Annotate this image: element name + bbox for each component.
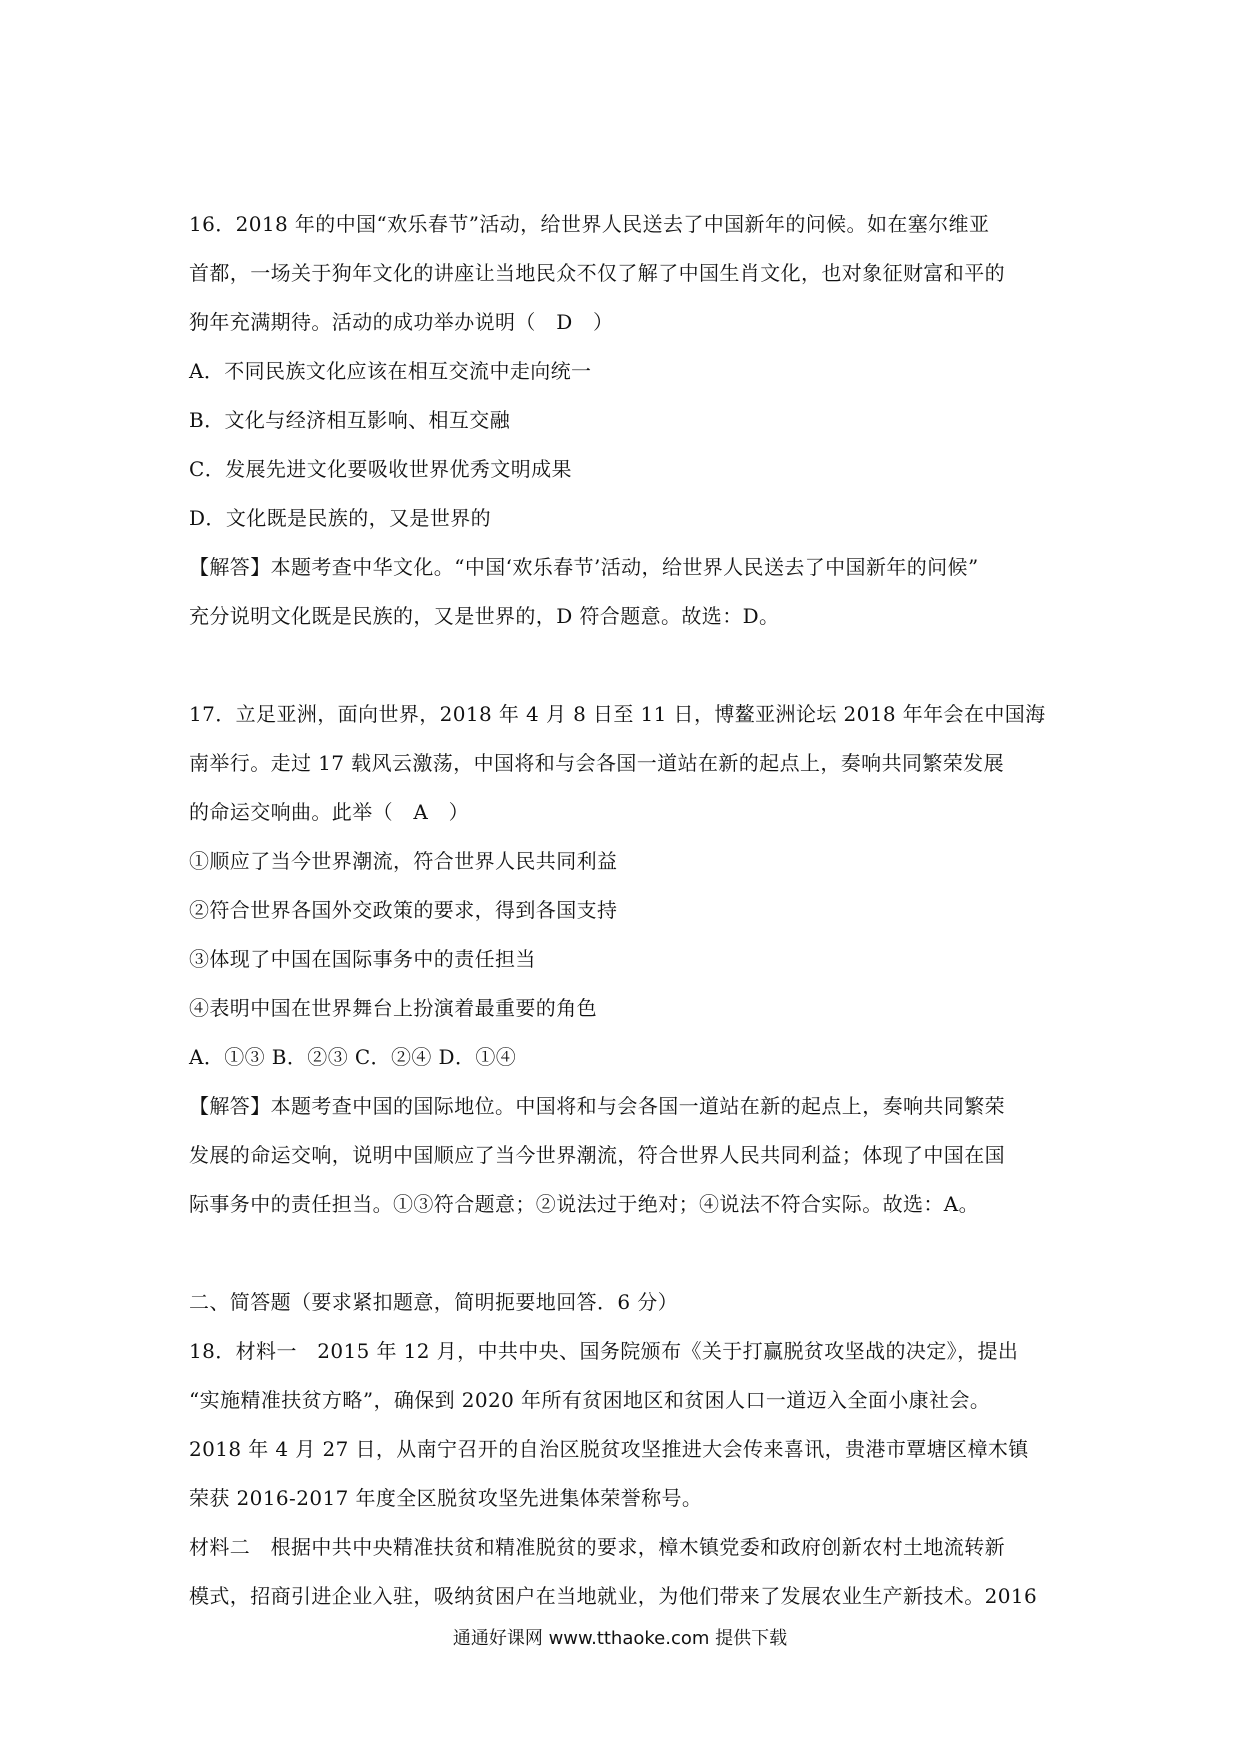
question-18-line: 荣获 2016-2017 年度全区脱贫攻坚先进集体荣誉称号。 <box>189 1486 703 1510</box>
spacer <box>189 641 1059 690</box>
question-18-line: 材料二 根据中共中央精准扶贫和精准脱贫的要求，樟木镇党委和政府创新农村土地流转新 <box>189 1535 1005 1559</box>
question-18-line: “实施精准扶贫方略”，确保到 2020 年所有贫困地区和贫困人口一道迈入全面小康社会。 <box>189 1388 991 1412</box>
document-body <box>189 200 1059 1621</box>
question-16 <box>189 200 1059 641</box>
question-17-item-2: ②符合世界各国外交政策的要求，得到各国支持 <box>189 898 618 922</box>
question-17-options: A．①③ B．②③ C．②④ D．①④ <box>189 1045 517 1069</box>
question-17-stem-line: 的命运交响曲。此举（ A ） <box>189 800 470 824</box>
question-18-line: 18．材料一 2015 年 12 月，中共中央、国务院颁布《关于打赢脱贫攻坚战的决定》，提出 <box>189 1339 1019 1363</box>
question-16-stem-line: 首都，一场关于狗年文化的讲座让当地民众不仅了解了中国生肖文化，也对象征财富和平的 <box>189 261 1005 285</box>
question-16-answer-line: 【解答】本题考查中华文化。“中国‘欢乐春节’活动，给世界人民送去了中国新年的问候” <box>189 555 979 579</box>
question-18 <box>189 1327 1059 1621</box>
question-16-option-a: A．不同民族文化应该在相互交流中走向统一 <box>189 359 592 383</box>
question-17-answer-line: 【解答】本题考查中国的国际地位。中国将和与会各国一道站在新的起点上，奏响共同繁荣 <box>189 1094 1005 1118</box>
question-17-answer-line: 际事务中的责任担当。①③符合题意；②说法过于绝对；④说法不符合实际。故选：A。 <box>189 1192 980 1216</box>
page-footer: 通通好课网 www.tthaoke.com 提供下载 <box>452 1628 788 1649</box>
spacer <box>189 1229 1059 1278</box>
section-heading: 二、简答题（要求紧扣题意，简明扼要地回答．6 分） <box>189 1290 679 1314</box>
question-16-answer-line: 充分说明文化既是民族的，又是世界的，D 符合题意。故选：D。 <box>189 604 780 628</box>
question-16-option-c: C．发展先进文化要吸收世界优秀文明成果 <box>189 457 572 481</box>
question-17-answer-line: 发展的命运交响，说明中国顺应了当今世界潮流，符合世界人民共同利益；体现了中国在国 <box>189 1143 1005 1167</box>
question-17-item-4: ④表明中国在世界舞台上扮演着最重要的角色 <box>189 996 597 1020</box>
question-16-stem-line: 16．2018 年的中国“欢乐春节”活动，给世界人民送去了中国新年的问候。如在塞尔维亚 <box>189 212 990 236</box>
question-18-line: 模式，招商引进企业入驻，吸纳贫困户在当地就业，为他们带来了发展农业生产新技术。2016 <box>189 1584 1038 1608</box>
question-17-stem-line: 17．立足亚洲，面向世界，2018 年 4 月 8 日至 11 日，博鳌亚洲论坛 2018 年年会在中国海 <box>189 702 1046 726</box>
question-16-stem-line: 狗年充满期待。活动的成功举办说明（ D ） <box>189 310 614 334</box>
question-17 <box>189 690 1059 1229</box>
question-17-stem-line: 南举行。走过 17 载风云激荡，中国将和与会各国一道站在新的起点上，奏响共同繁荣发展 <box>189 751 1004 775</box>
question-17-item-1: ①顺应了当今世界潮流，符合世界人民共同利益 <box>189 849 618 873</box>
question-16-option-b: B．文化与经济相互影响、相互交融 <box>189 408 511 432</box>
question-17-item-3: ③体现了中国在国际事务中的责任担当 <box>189 947 536 971</box>
question-16-option-d: D．文化既是民族的，又是世界的 <box>189 506 492 530</box>
question-18-line: 2018 年 4 月 27 日，从南宁召开的自治区脱贫攻坚推进大会传来喜讯，贵港市覃塘区樟木镇 <box>189 1437 1029 1461</box>
